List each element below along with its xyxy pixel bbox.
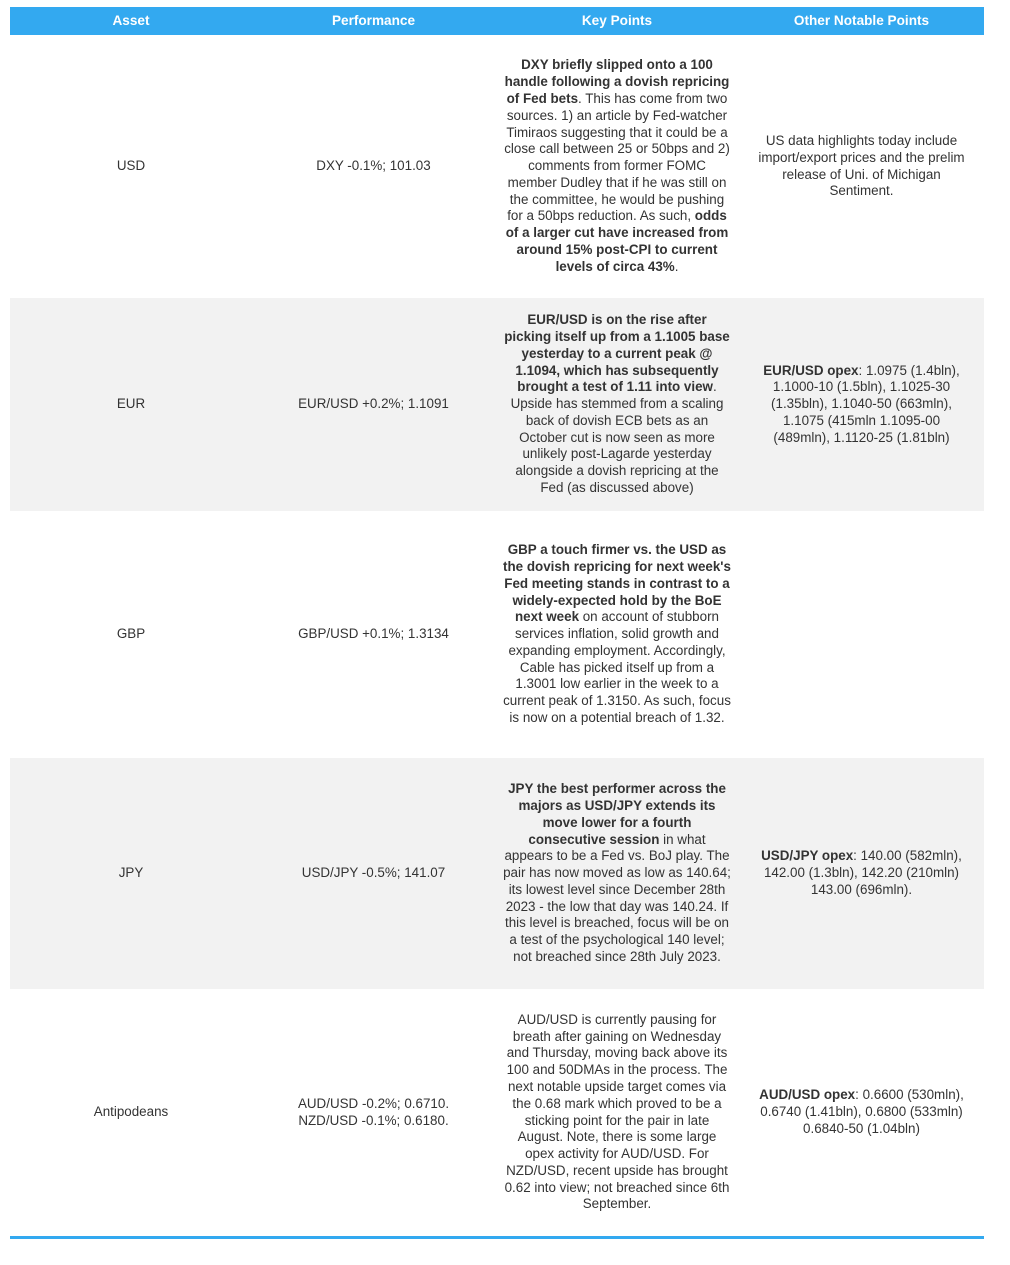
table-row (10, 35, 984, 298)
other-point-bold: AUD/USD opex (759, 1087, 856, 1103)
key-point-bold: JPY the best performer across the majors as USD/JPY extends its move lower for a fourth consecutive session (508, 781, 726, 847)
other-point-text: : 0.6600 (530mln), 0.6740 (1.41bln), 0.6800 (533mln) 0.6840-50 (1.04bln) (760, 1087, 964, 1136)
performance-cell (252, 989, 495, 1238)
key-point-text: AUD/USD is currently pausing for breath after gaining on Wednesday and Thursday, moving back above its 100 and 50DMAs in the process. The next notable upside target comes via the 0.68 mark which proved to be a sticking point for the pair in late August. Note, there is some large opex activity for AUD/USD. For NZD/USD, recent upside has brought 0.62 into view; not breached since 6th September. (504, 1011, 730, 1212)
performance-cell (252, 35, 495, 298)
performance-line: AUD/USD -0.2%; 0.6710. (297, 1095, 450, 1111)
key-point-text: . Upside has stemmed from a scaling back of dovish ECB bets as an October cut is now seen as more unlikely post-Lagarde yesterday alongside a dovish repricing at the Fed (as discussed above) (510, 379, 724, 496)
table-row (10, 511, 984, 758)
key-points-cell (495, 511, 739, 758)
key-points-cell (495, 298, 739, 511)
header-asset: Asset (10, 7, 252, 35)
header-key-points: Key Points (495, 7, 739, 35)
header-row (10, 7, 984, 35)
asset-cell: EUR (10, 298, 252, 511)
other-point-text: : 1.0975 (1.4bln), 1.1000-10 (1.5bln), 1.1025-30 (1.35bln), 1.1040-50 (663mln), 1.1075 (415mln 1.1095-00 (489mln), 1.1120-25 (1.81bln) (771, 362, 960, 445)
other-point-bold: USD/JPY opex (761, 848, 854, 864)
key-point-text: on account of stubborn services inflation, solid growth and expanding employment. Accordingly, Cable has picked itself up from a 1.3001 low earlier in the week to a current peak of 1.3150. As such, focus is now on a potential breach of 1.32. (503, 609, 731, 726)
key-points-cell (495, 758, 739, 989)
other-points-cell (739, 511, 984, 758)
other-point-text: : 140.00 (582mln), 142.00 (1.3bln), 142.20 (210mln) 143.00 (696mln). (763, 848, 962, 897)
asset-cell: JPY (10, 758, 252, 989)
key-point-text: . (674, 258, 679, 274)
performance-line: USD/JPY -0.5%; 141.07 (301, 865, 446, 881)
key-point-bold: odds of a larger cut have increased from around 15% post-CPI to current levels of circa 43% (505, 208, 729, 274)
performance-line: DXY -0.1%; 101.03 (316, 158, 431, 174)
fx-table (10, 7, 984, 1239)
asset-cell: GBP (116, 626, 146, 642)
key-points-cell (495, 35, 739, 298)
table-row (10, 758, 984, 989)
other-points-cell (739, 35, 984, 298)
key-point-text: in what appears to be a Fed vs. BoJ play. The pair has now moved as low as 140.64; its lowest level since December 28th 2023 - the low that day was 140.24. If this level is breached, focus will be on a test of the psychological 140 level; not breached since 28th July 2023. (503, 831, 731, 965)
key-point-bold: EUR/USD is on the rise after picking itself up from a 1.1005 base yesterday to a current peak @ 1.1094, which has subsequently brought a test of 1.11 into view (504, 312, 730, 395)
performance-line: GBP/USD +0.1%; 1.3134 (298, 626, 449, 642)
performance-line: EUR/USD +0.2%; 1.1091 (298, 396, 449, 412)
performance-cell (252, 511, 495, 758)
header-performance: Performance (252, 7, 495, 35)
table-header (10, 7, 984, 35)
performance-cell (252, 298, 495, 511)
other-points-cell (739, 989, 984, 1238)
performance-cell (252, 758, 495, 989)
performance-line: NZD/USD -0.1%; 0.6180. (298, 1112, 449, 1128)
key-point-bold: GBP a touch firmer vs. the USD as the dovish repricing for next week's Fed meeting stands in contrast to a widely-expected hold by the BoE next week (503, 542, 731, 625)
asset-cell: USD (116, 158, 146, 174)
other-point-text: US data highlights today include import/export prices and the prelim release of Uni. of Michigan Sentiment. (758, 132, 965, 199)
header-other-points: Other Notable Points (739, 7, 984, 35)
other-points-cell (739, 298, 984, 511)
asset-cell: Antipodeans (10, 989, 252, 1238)
table-body (10, 35, 984, 1238)
table-row (10, 989, 984, 1238)
key-points-cell (495, 989, 739, 1238)
table-row (10, 298, 984, 511)
other-point-bold: EUR/USD opex (763, 362, 859, 378)
key-point-text: . This has come from two sources. 1) an article by Fed-watcher Timiraos suggesting that it could be a close call between 25 or 50bps and 2) comments from former FOMC member Dudley that if he was still on the committee, he would be pushing for a 50bps reduction. As such, (504, 90, 730, 224)
other-points-cell (739, 758, 984, 989)
key-point-bold: DXY briefly slipped onto a 100 handle following a dovish repricing of Fed bets (504, 57, 730, 106)
